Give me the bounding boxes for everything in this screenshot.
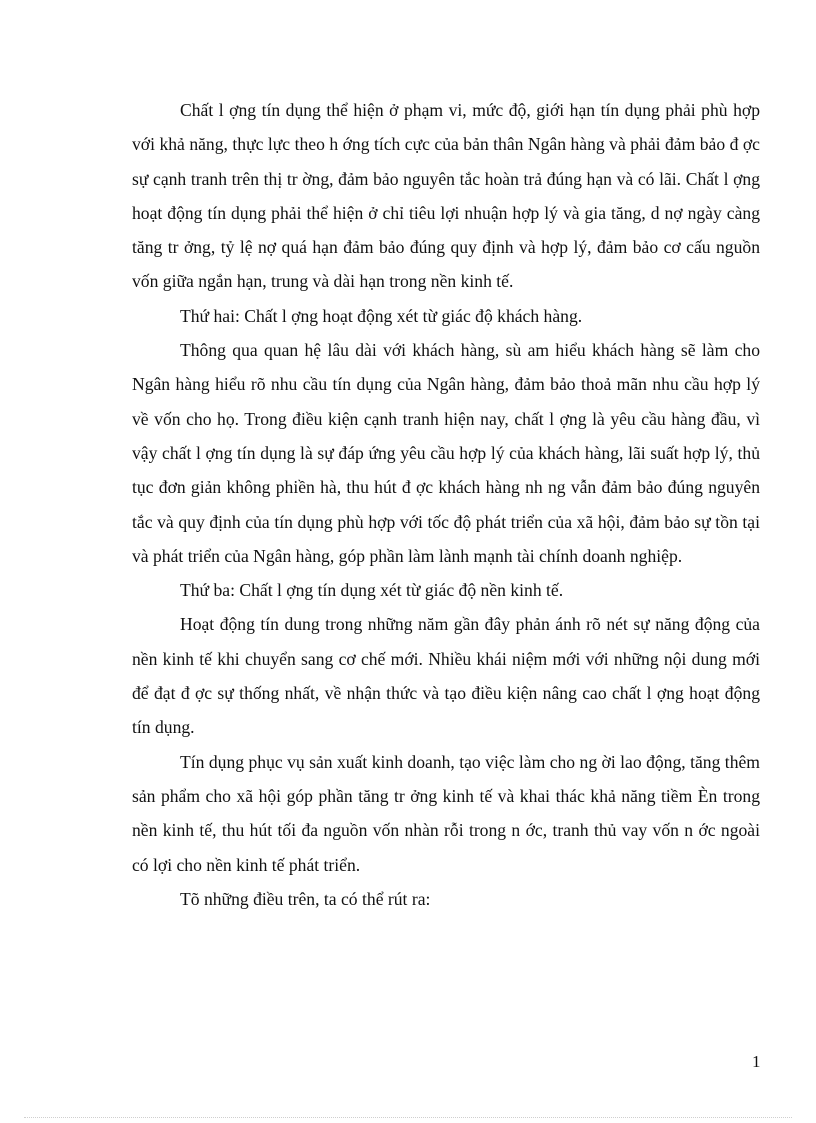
paragraph-customer-view: Thông qua quan hệ lâu dài với khách hàng, sù am hiểu khách hàng sẽ làm cho Ngân hàng hiểu rõ nhu cầu tín dụng của Ngân hàng, đảm bảo thoả mãn nhu cầu hợp lý về vốn cho họ. Trong điều kiện cạnh tranh hiện nay, chất l ợng là yêu cầu hàng đầu, vì vậy chất l ợng tín dụng là sự đáp ứng yêu cầu hợp lý của khách hàng, lãi suất hợp lý, thủ tục đơn giản không phiền hà, thu hút đ ợc khách hàng nh ng vẫn đảm bảo đúng nguyên tắc và quy định của tín dụng phù hợp với tốc độ phát triển của xã hội, đảm bảo sự tồn tại và phát triển của Ngân hàng, góp phần làm lành mạnh tài chính doanh nghiệp. xyxy=(132,340,760,566)
body-text xyxy=(132,93,760,916)
paragraph-third-heading: Thứ ba: Chất l ợng tín dụng xét từ giác độ nền kinh tế. xyxy=(180,580,564,601)
paragraph-credit-service: Tín dụng phục vụ sản xuất kinh doanh, tạo việc làm cho ng ời lao động, tăng thêm sản phẩm cho xã hội góp phần tăng tr ởng kinh tế và khai thác khả năng tiềm Èn trong nền kinh tế, thu hút tối đa nguồn vốn nhàn rỗi trong n ớc, tranh thủ vay vốn n ớc ngoài có lợi cho nền kinh tế phát triển. xyxy=(132,751,760,875)
paragraph-second-heading: Thứ hai: Chất l ợng hoạt động xét từ giác độ khách hàng. xyxy=(180,305,583,326)
paragraph-credit-quality: Chất l ợng tín dụng thể hiện ở phạm vi, mức độ, giới hạn tín dụng phải phù hợp với khả năng, thực lực theo h ớng tích cực của bản thân Ngân hàng và phải đảm bảo đ ợc sự cạnh tranh trên thị tr ờng, đảm bảo nguyên tắc hoàn trả đúng hạn và có lãi. Chất l ợng hoạt động tín dụng phải thể hiện ở chỉ tiêu lợi nhuận hợp lý và gia tăng, d nợ ngày càng tăng tr ởng, tỷ lệ nợ quá hạn đảm bảo đúng quy định và hợp lý, đảm bảo cơ cấu nguồn vốn giữa ngắn hạn, trung và dài hạn trong nền kinh tế. xyxy=(132,100,760,292)
paragraph-economy-view: Hoạt động tín dung trong những năm gần đây phản ánh rõ nét sự năng động của nền kinh tế khi chuyển sang cơ chế mới. Nhiều khái niệm mới với những nội dung mới để đạt đ ợc sự thống nhất, về nhận thức và tạo điều kiện nâng cao chất l ợng hoạt động tín dụng. xyxy=(132,614,760,738)
page-bottom-divider xyxy=(24,1117,792,1118)
paragraph-conclusion-lead: Tõ những điều trên, ta có thể rút ra: xyxy=(180,888,431,909)
page-number: 1 xyxy=(752,1052,761,1071)
